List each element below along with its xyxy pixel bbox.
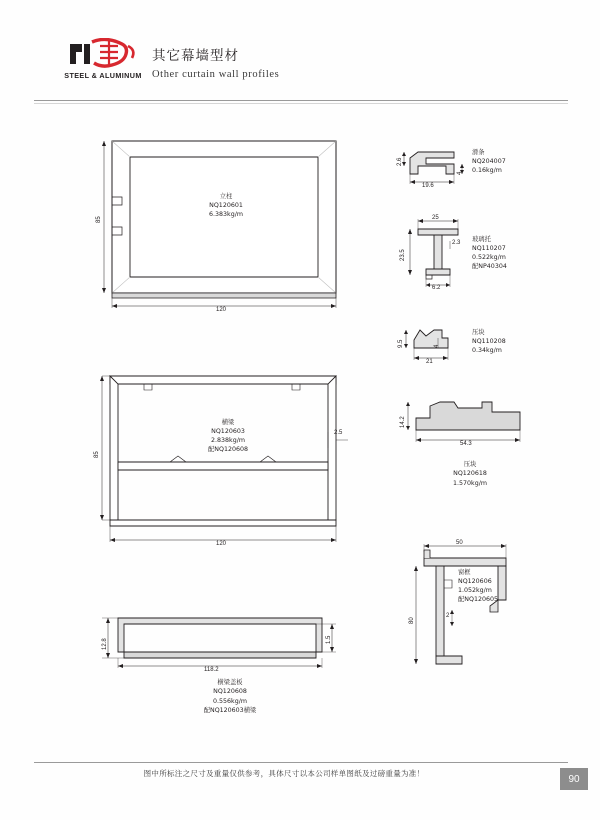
beam-dim-thickness: 2.5 <box>334 430 343 436</box>
press-block-large-dim-a: 14.2 <box>400 416 406 428</box>
header-divider <box>34 100 568 101</box>
beam-pair-note: 配NQ120608 <box>207 446 248 454</box>
figure-mullion <box>96 135 348 313</box>
glass-holder-dim-c: 2.3 <box>452 240 461 246</box>
press-block-small-dim-b: 4 <box>434 344 440 348</box>
mullion-code: NQ120601 <box>209 202 243 210</box>
page-number: 90 <box>560 768 588 790</box>
glass-holder-dim-b: 23.5 <box>400 249 406 261</box>
beam-cover-dim-a: 12.8 <box>102 638 108 650</box>
window-frame-code: NQ120606 <box>458 578 492 586</box>
press-block-small-dim-a: 9.5 <box>398 339 404 348</box>
press-block-small-code: NQ110208 <box>472 338 506 346</box>
footer-note: 图中所标注之尺寸及重量仅供参考，具体尺寸以本公司样单图纸及过磅重量为准！ <box>143 769 425 778</box>
header-divider-secondary <box>34 103 568 104</box>
press-block-large-dim-b: 54.3 <box>460 441 472 447</box>
window-frame-weight: 1.052kg/m <box>458 587 492 595</box>
figure-press-block-small <box>396 318 506 368</box>
figure-glass-holder <box>396 215 507 295</box>
mullion-weight: 6.383kg/m <box>209 211 243 219</box>
header-titles <box>152 44 279 80</box>
slider-strip-weight: 0.16kg/m <box>472 167 502 175</box>
logo-wordmark: STEEL & ALUMINUM <box>64 71 142 80</box>
press-block-large-code: NQ120618 <box>453 470 487 478</box>
mullion-dim-height: 85 <box>96 216 102 223</box>
beam-cover-weight: 0.556kg/m <box>213 697 247 705</box>
figure-press-block-large <box>396 390 546 487</box>
press-block-small-dim-c: 21 <box>426 359 433 365</box>
press-block-small-weight: 0.34kg/m <box>472 347 502 355</box>
figure-window-frame <box>410 540 550 685</box>
glass-holder-dim-d: 6.2 <box>432 285 441 291</box>
glass-holder-weight: 0.522kg/m <box>472 254 506 262</box>
beam-cover-dim-b: 118.2 <box>204 667 219 673</box>
footer-divider <box>34 762 568 763</box>
beam-dim-width: 120 <box>216 541 227 547</box>
glass-holder-name: 玻璃托 <box>472 236 491 243</box>
glass-holder-code: NQ110207 <box>472 245 506 253</box>
beam-cover-pair-note: 配NQ120603横梁 <box>203 707 257 715</box>
figure-beam <box>94 370 348 550</box>
beam-name: 横梁 <box>221 419 235 426</box>
beam-code: NQ120603 <box>211 428 245 436</box>
page-header <box>0 0 600 110</box>
slider-strip-name: 滑条 <box>472 149 485 156</box>
window-frame-dim-c: 2 <box>446 613 450 619</box>
slider-strip-dim-a: 2.6 <box>397 157 403 166</box>
press-block-small-name: 压块 <box>472 329 485 336</box>
glass-holder-dim-a: 25 <box>432 215 439 221</box>
window-frame-dim-a: 50 <box>456 540 463 546</box>
slider-strip-dim-c: 4 <box>457 171 463 175</box>
beam-dim-height: 85 <box>94 451 100 458</box>
page-title-cn: 其它幕墙型材 <box>152 48 239 64</box>
window-frame-pair-note: 配NQ120605 <box>458 596 499 604</box>
beam-cover-name: 横梁盖板 <box>217 679 243 686</box>
glass-holder-pair-note: 配NP40304 <box>472 263 507 271</box>
page-title-en: Other curtain wall profiles <box>152 69 280 80</box>
press-block-large-name: 压块 <box>463 461 477 468</box>
slider-strip-code: NQ204007 <box>472 158 506 166</box>
figure-beam-cover <box>100 608 348 715</box>
beam-weight: 2.838kg/m <box>211 437 245 445</box>
beam-cover-code: NQ120608 <box>213 688 247 696</box>
window-frame-dim-b: 80 <box>409 617 415 624</box>
figure-slider-strip <box>396 140 506 200</box>
beam-cover-dim-c: 1.5 <box>326 635 332 644</box>
logo-mark-icon <box>66 38 140 70</box>
mullion-dim-width: 120 <box>216 307 227 313</box>
window-frame-name: 窗框 <box>458 569 471 576</box>
press-block-large-weight: 1.570kg/m <box>453 479 487 487</box>
slider-strip-dim-b: 19.6 <box>422 183 434 189</box>
company-logo <box>60 38 150 86</box>
mullion-name: 立柱 <box>219 193 233 200</box>
